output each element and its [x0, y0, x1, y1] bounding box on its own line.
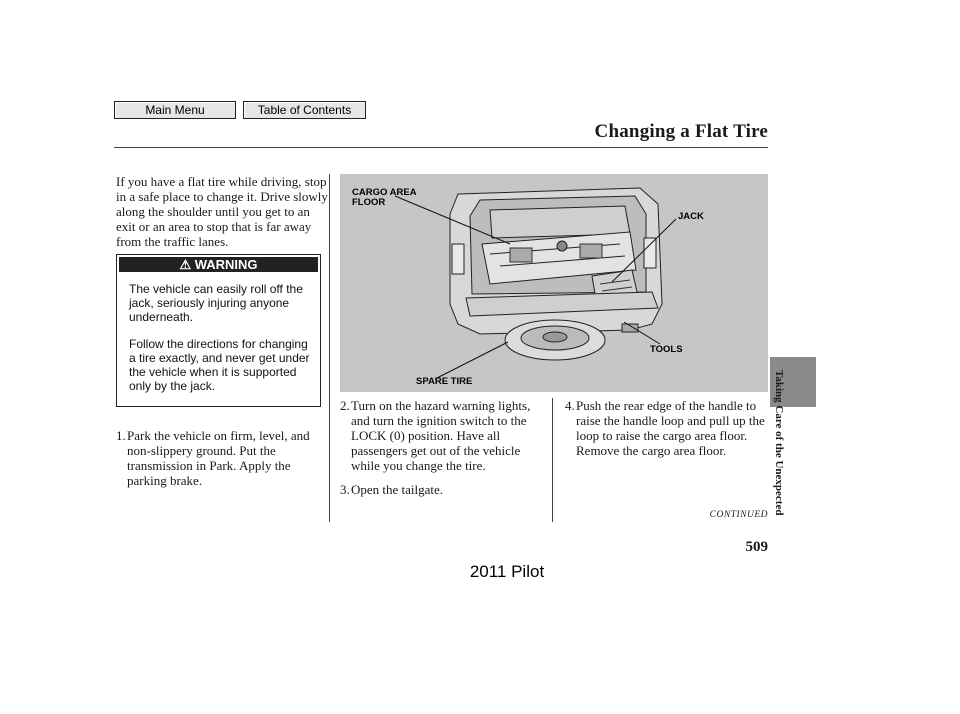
- table-of-contents-button[interactable]: Table of Contents: [243, 101, 366, 119]
- footer-model-text: 2011 Pilot: [469, 562, 545, 581]
- warning-paragraph: The vehicle can easily roll off the jack, seriously injuring anyone underneath.: [129, 282, 303, 324]
- cargo-area-illustration: [340, 174, 768, 392]
- column-divider: [329, 174, 330, 522]
- step-number: 2.: [340, 398, 350, 413]
- callout-jack: JACK: [678, 211, 704, 222]
- step-item: [340, 398, 550, 473]
- step-text: Push the rear edge of the handle to raise the handle loop and pull up the loop to raise the cargo area floor.: [576, 398, 765, 443]
- column-divider: [552, 398, 553, 522]
- step-number: 1.: [116, 428, 126, 443]
- warning-triangle-icon: ⚠: [179, 257, 192, 272]
- callout-cargo-area-line1: CARGO AREA: [352, 187, 417, 198]
- warning-paragraph: Follow the directions for changing a tire exactly, and never get under the vehicle when it is supported only by the jack.: [129, 337, 310, 393]
- step-item: [565, 398, 775, 458]
- warning-heading: WARNING: [194, 257, 258, 272]
- callout-cargo-area-line2: FLOOR: [352, 197, 386, 208]
- step-text: Park the vehicle on firm, level, and non-slippery ground. Put the transmission in Park. Apply the parking brake.: [127, 428, 310, 488]
- callout-cargo-area-floor: [352, 188, 417, 208]
- step-number: 3.: [340, 482, 350, 497]
- step-number: 4.: [565, 398, 575, 413]
- callout-tools: TOOLS: [650, 344, 683, 355]
- main-menu-button[interactable]: Main Menu: [114, 101, 236, 119]
- warning-text: [117, 274, 320, 393]
- step-text: Turn on the hazard warning lights, and turn the ignition switch to the LOCK (0) position. Have all passengers get out of the vehicle while you change the tire.: [351, 398, 531, 473]
- warning-box: [116, 254, 321, 407]
- page-number: 509: [745, 539, 768, 555]
- step-item: [116, 428, 328, 488]
- continued-label: CONTINUED: [709, 510, 768, 520]
- step-text: Open the tailgate.: [351, 482, 444, 497]
- warning-header: [119, 257, 318, 272]
- section-side-title: Taking Care of the Unexpected: [773, 370, 785, 516]
- step-item: [340, 482, 550, 497]
- step-text-continued: Remove the cargo area floor.: [576, 443, 727, 458]
- callout-spare-tire: SPARE TIRE: [416, 376, 473, 387]
- footer-model: [0, 562, 954, 582]
- page-title: Changing a Flat Tire: [594, 121, 768, 142]
- header-rule: [114, 147, 768, 148]
- intro-paragraph: If you have a flat tire while driving, stop in a safe place to change it. Drive slowly along the shoulder until you get to an exit or an area to stop that is far away from the traffic lanes.: [116, 174, 328, 249]
